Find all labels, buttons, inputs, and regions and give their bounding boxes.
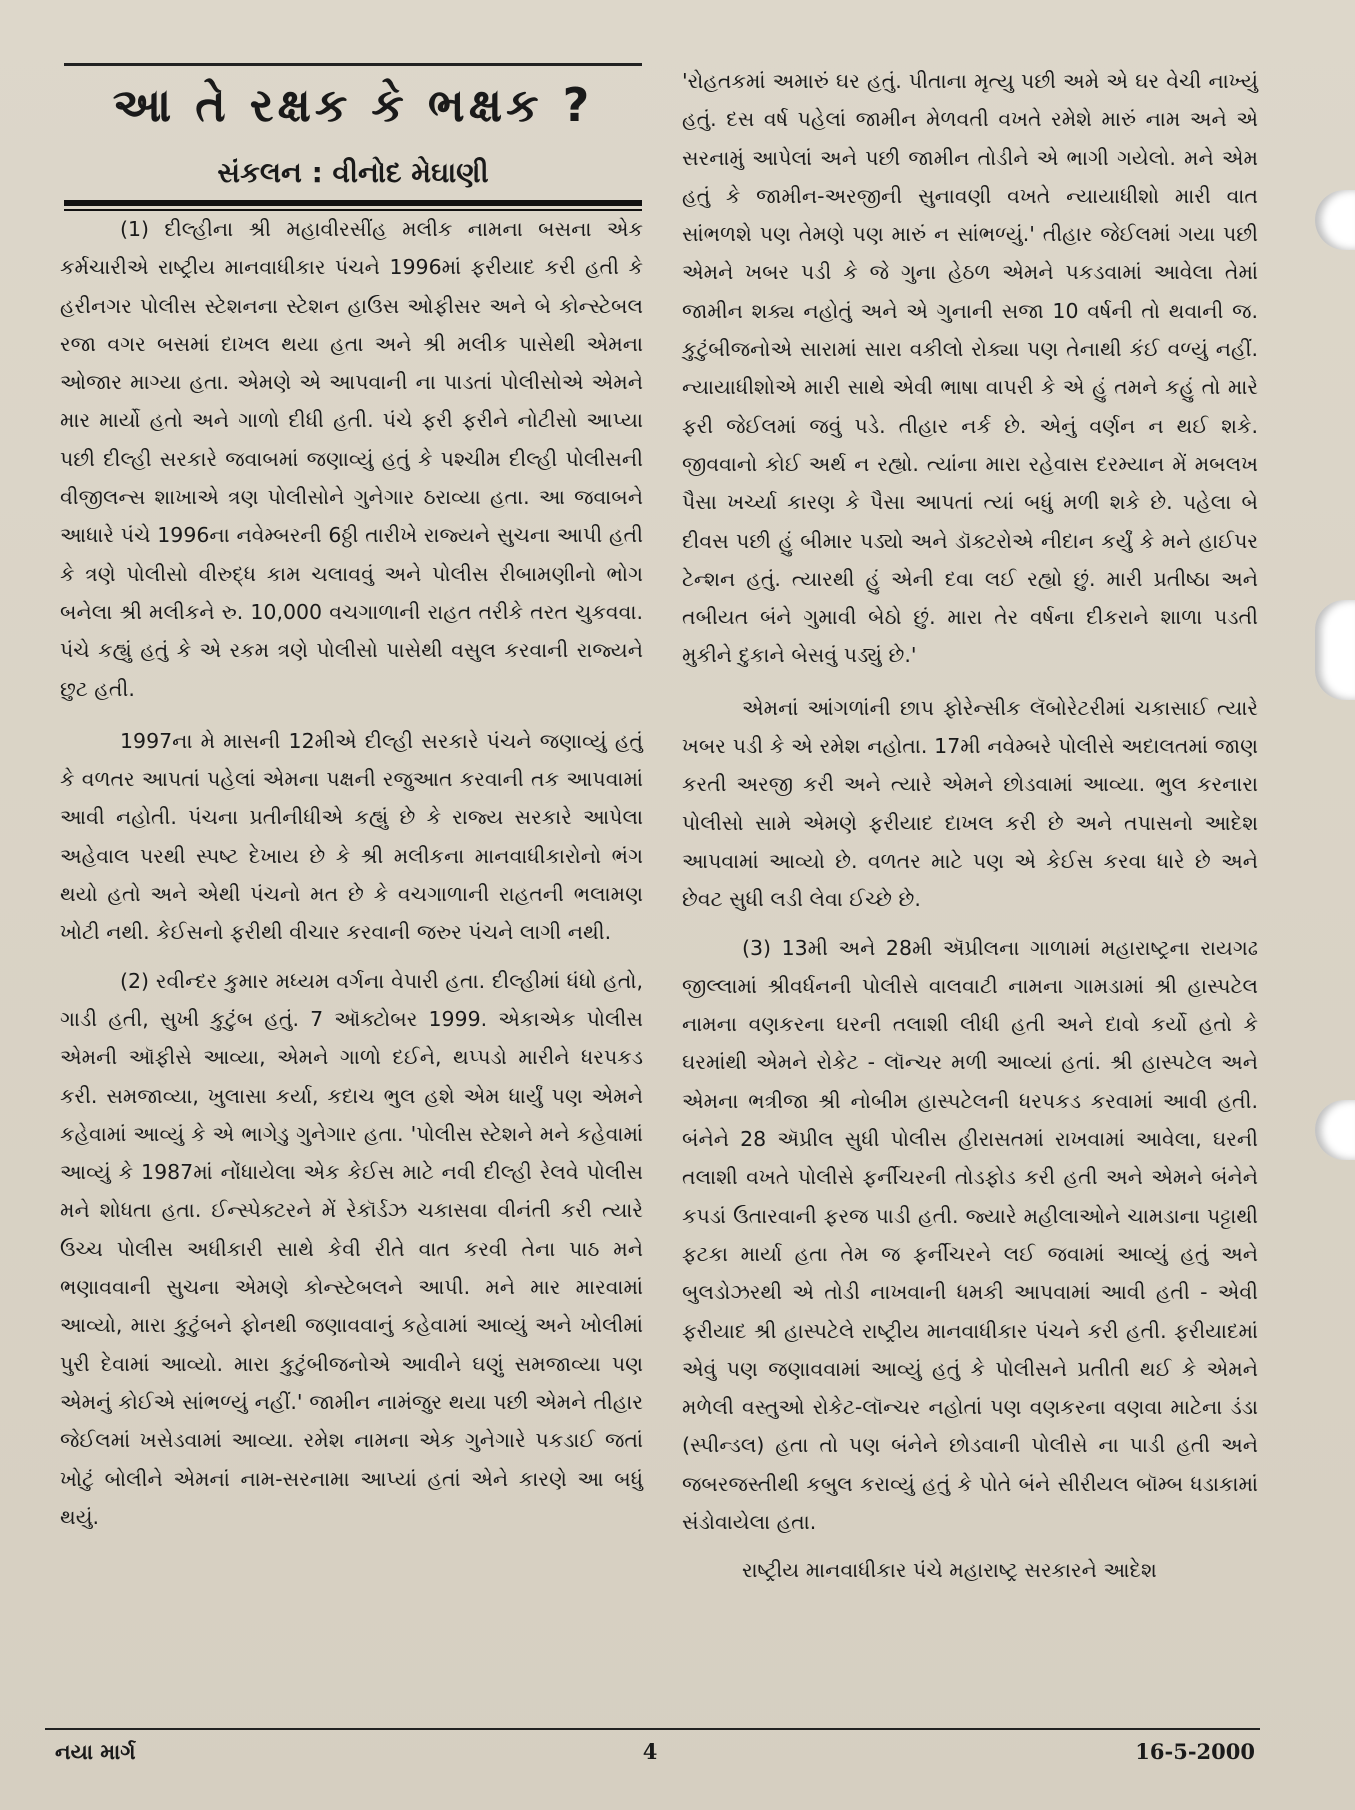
page-tear-mark [1315,1100,1355,1160]
footer-rule [45,1728,1260,1730]
magazine-name: નયા માર્ગ [55,1739,136,1764]
paragraph-case-3-continued: રાષ્ટ્રીય માનવાધીકાર પંચે મહારાષ્ટ્ર સરકારને આદેશ [742,1558,1157,1583]
paragraph-case-1: (1) દીલ્હીના શ્રી મહાવીરસીંહ મલીક નામના બસના એક કર્મચારીએ રાષ્ટ્રીય માનવાધીકાર પંચને 1996માં ફરીયાદ કરી હતી કે હરીનગર પોલીસ સ્ટેશનના સ્ટેશન હાઉસ ઓફીસર અને બે કોન્સ્ટેબલ રજા વગર બસમાં દાખલ થયા હતા અને શ્રી મલીક પાસેથી એમના ઓજાર માગ્યા હતા. એમણે એ આપવાની ના પાડતાં પોલીસોએ એમને માર માર્યો હતો અને ગાળો દીધી હતી. પંચે ફરી ફરીને નોટીસો આપ્યા પછી દીલ્હી સરકારે જવાબમાં જણાવ્યું હતું કે પશ્ચીમ દીલ્હી પોલીસની વીજીલન્સ શાખાએ ત્રણ પોલીસોને ગુનેગાર ઠરાવ્યા હતા. આ જવાબને આધારે પંચે 1996ના નવેમ્બરની 6ઠ્ઠી તારીખે રાજ્યને સુચના આપી હતી કે ત્રણે પોલીસો વીરુદ્ધ કામ ચલાવવું અને પોલીસ રીબામણીનો ભોગ બનેલા શ્રી મલીકને રુ. 10,000 વચગાળાની રાહત તરીકે તરત ચુકવવા. પંચે કહ્યું હતું કે એ રકમ ત્રણે પોલીસો પાસેથી વસુલ કરવાની રાજ્યને છુટ હતી. [60,217,643,701]
issue-date: 16-5-2000 [1135,1739,1255,1764]
paragraph-case-2-quote: 'રોહતકમાં અમારું ઘર હતું. પીતાના મૃત્યુ પછી અમે એ ઘર વેચી નાખ્યું હતું. દસ વર્ષ પહેલાં જામીન મેળવતી વખતે રમેશે મારું નામ અને એ સરનામું આપેલાં અને પછી જામીન તોડીને એ ભાગી ગયેલો. મને એમ હતું કે જામીન-અરજીની સુનાવણી વખતે ન્યાયાધીશો મારી વાત સાંભળશે પણ તેમણે પણ મારું ન સાંભળ્યું.' તીહાર જેઈલમાં ગયા પછી એમને ખબર પડી કે જે ગુના હેઠળ એમને પકડવામાં આવેલા તેમાં જામીન શક્ય નહોતું અને એ ગુનાની સજા 10 વર્ષની તો થવાની જ. કુટુંબીજનોએ સારામાં સારા વકીલો રોક્યા પણ તેનાથી કંઈ વળ્યું નહીં. ન્યાયાધીશોએ મારી સાથે એવી ભાષા વાપરી કે એ હું તમને કહું તો મારે ફરી જેઈલમાં જવું પડે. તીહાર નર્ક છે. એનું વર્ણન ન થઈ શકે. જીવવાનો કોઈ અર્થ ન રહ્યો. ત્યાંના મારા રહેવાસ દરમ્યાન મેં મબલખ પૈસા ખર્ચ્યા કારણ કે પૈસા આપતાં ત્યાં બધું મળી શકે છે. પહેલા બે દીવસ પછી હું બીમાર પડ્યો અને ડૉક્ટરોએ નીદાન કર્યું કે મને હાઈપર ટેન્શન હતું. ત્યારથી હું એની દવા લઈ રહ્યો છું. મારી પ્રતીષ્ઠા અને તબીયત બંને ગુમાવી બેઠો છું. મારા તેર વર્ષના દીકરાને શાળા પડતી મુકીને દુકાને બેસવું પડ્યું છે.' [682,69,1258,668]
article-title: આ તે રક્ષક કે ભક્ષક ? [112,78,594,132]
left-column [60,210,643,1536]
byline-rule-thick [64,200,642,206]
paragraph-case-3: (3) 13મી અને 28મી ઍપ્રીલના ગાળામાં મહારાષ્ટ્રના રાયગઢ જીલ્લામાં શ્રીવર્ધનની પોલીસે વાલવાટી નામના ગામડામાં શ્રી હાસ્પટેલ નામના વણકરના ઘરની તલાશી લીધી હતી અને દાવો કર્યો હતો કે ઘરમાંથી એમને રોકેટ - લૉન્ચર મળી આવ્યાં હતાં. શ્રી હાસ્પટેલ અને એમના ભત્રીજા શ્રી નોબીમ હાસ્પટેલની ધરપકડ કરવામાં આવી હતી. બંનેને 28 ઍપ્રીલ સુધી પોલીસ હીરાસતમાં રાખવામાં આવેલા, ઘરની તલાશી વખતે પોલીસે ફર્નીચરની તોડફોડ કરી હતી અને એમને બંનેને કપડાં ઉતારવાની ફરજ પાડી હતી. જ્યારે મહીલાઓને ચામડાના પટ્ટાથી ફટકા માર્યા હતા તેમ જ ફર્નીચરને લઈ જવામાં આવ્યું હતું અને બુલડોઝરથી એ તોડી નાખવાની ધમકી આપવામાં આવી હતી - એવી ફરીયાદ શ્રી હાસ્પટેલે રાષ્ટ્રીય માનવાધીકાર પંચને કરી હતી. ફરીયાદમાં એવું પણ જણાવવામાં આવ્યું હતું કે પોલીસને પ્રતીતી થઈ કે એમને મળેલી વસ્તુઓ રોકેટ-લૉન્ચર નહોતાં પણ વણકરના વણવા માટેના ડંડા (સ્પીન્ડલ) હતા તો પણ બંનેને છોડવાની પોલીસે ના પાડી હતી અને જબરજસ્તીથી કબુલ કરાવ્યું હતું કે પોતે બંને સીરીયલ બૉમ્બ ધડાકામાં સંડોવાયેલા હતા. [682,935,1258,1534]
paragraph-case-2-outcome: એમનાં આંગળાંની છાપ ફોરેન્સીક લૅબોરેટરીમાં ચકાસાઈ ત્યારે ખબર પડી કે એ રમેશ નહોતા. 17મી નવેમ્બરે પોલીસે અદાલતમાં જાણ કરતી અરજી કરી અને ત્યારે એમને છોડવામાં આવ્યા. ભુલ કરનારા પોલીસો સામે એમણે ફરીયાદ દાખલ કરી છે અને તપાસનો આદેશ આપવામાં આવ્યો છે. વળતર માટે પણ એ કેઈસ કરવા ધારે છે અને છેવટ સુધી લડી લેવા ઈચ્છે છે. [682,695,1258,912]
right-column [682,62,1258,1590]
title-top-rule [64,63,642,66]
article-byline: સંકલન : વીનોદ મેઘાણી [217,156,489,189]
paragraph-case-2: (2) રવીન્દર કુમાર મધ્યમ વર્ગના વેપારી હતા. દીલ્હીમાં ધંધો હતો, ગાડી હતી, સુખી કુટુંબ હતું. 7 ઑક્ટોબર 1999. એકાએક પોલીસ એમની ઑફીસે આવ્યા, એમને ગાળો દઈને, થપ્પડો મારીને ધરપકડ કરી. સમજાવ્યા, ખુલાસા કર્યા, કદાચ ભુલ હશે એમ ધાર્યું પણ એમને કહેવામાં આવ્યું કે એ ભાગેડુ ગુનેગાર હતા. 'પોલીસ સ્ટેશને મને કહેવામાં આવ્યું કે 1987માં નોંધાયેલા એક કેઈસ માટે નવી દીલ્હી રેલવે પોલીસ મને શોધતા હતા. ઈન્સ્પેક્ટરને મેં રેકૉર્ડઝ ચકાસવા વીનંતી કરી ત્યારે ઉચ્ચ પોલીસ અધીકારી સાથે કેવી રીતે વાત કરવી તેના પાઠ મને ભણાવવાની સુચના એમણે કોન્સ્ટેબલને આપી. મને માર મારવામાં આવ્યો, મારા કુટુંબને ફોનથી જણાવવાનું કહેવામાં આવ્યું અને ખોલીમાં પુરી દેવામાં આવ્યો. મારા કુટુંબીજનોએ આવીને ઘણું સમજાવ્યા પણ એમનું કોઈએ સાંભળ્યું નહીં.' જામીન નામંજુર થયા પછી એમને તીહાર જેઈલમાં ખસેડવામાં આવ્યા. રમેશ નામના એક ગુનેગારે પકડાઈ જતાં ખોટું બોલીને એમનાં નામ-સરનામા આપ્યાં હતાં એને કારણે આ બધું થયું. [60,968,643,1529]
page-tear-mark [1315,190,1355,250]
paragraph-case-1-followup: 1997ના મે માસની 12મીએ દીલ્હી સરકારે પંચને જણાવ્યું હતું કે વળતર આપતાં પહેલાં એમના પક્ષની રજુઆત કરવાની તક આપવામાં આવી નહોતી. પંચના પ્રતીનીધીએ કહ્યું છે કે રાજ્ય સરકારે આપેલા અહેવાલ પરથી સ્પષ્ટ દેખાય છે કે શ્રી મલીકના માનવાધીકારોનો ભંગ થયો હતો અને એથી પંચનો મત છે કે વચગાળાની રાહતની ભલામણ ખોટી નથી. કેઈસનો ફરીથી વીચાર કરવાની જરુર પંચને લાગી નથી. [60,728,643,945]
page-tear-mark [1315,600,1355,700]
page-number: 4 [642,1739,658,1764]
